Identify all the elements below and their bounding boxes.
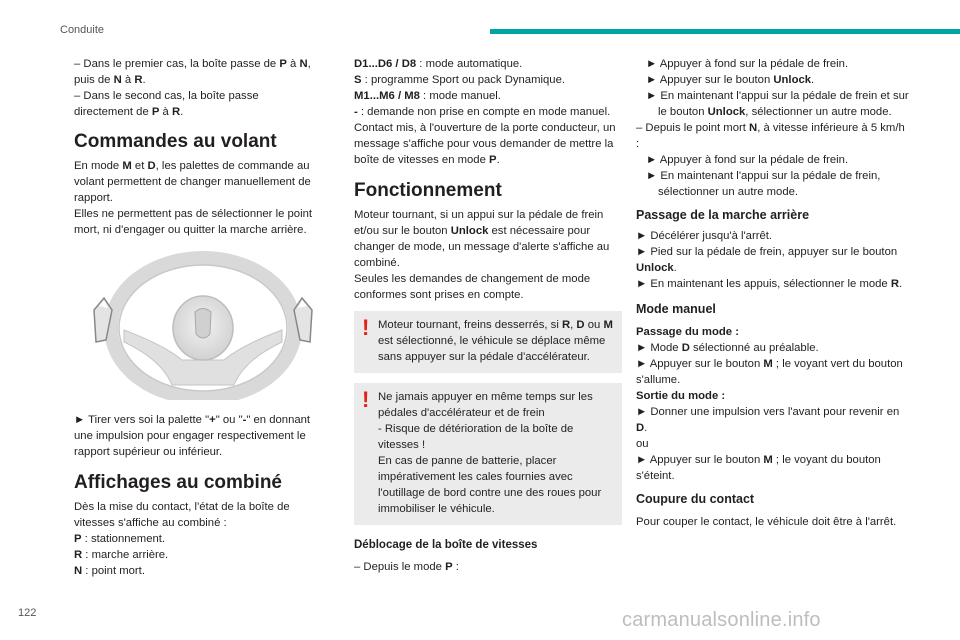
page-number: 122: [18, 607, 37, 619]
section-heading-coupure: Coupure du contact: [636, 492, 755, 506]
marche-step-2: ► Pied sur la pédale de frein, appuyer sur le bouton Unlock.: [636, 246, 898, 274]
warning-icon: !: [362, 387, 370, 412]
mode-m-line: M1...M6 / M8 : mode manuel.: [354, 90, 501, 102]
watermark: carmanualsonline.info: [622, 609, 821, 631]
marche-step-3: ► En maintenant les appuis, sélectionner le mode R.: [636, 278, 903, 290]
header-accent-bar: [490, 29, 960, 34]
mode-dash-line: - : demande non prise en compte en mode manuel.: [354, 106, 611, 118]
passage-step-1: ► Mode D sélectionné au préalable.: [636, 342, 819, 354]
point-mort-line: – Depuis le point mort N, à vitesse inférieure à 5 km/h :: [636, 122, 905, 150]
affichages-paragraph: Dès la mise du contact, l'état de la boîte de vitesses s'affiche au combiné :: [74, 501, 290, 529]
mode-n-line: N : point mort.: [74, 565, 145, 577]
step-unlock: ► Appuyer sur le bouton Unlock.: [646, 74, 815, 86]
deblocage-mode-p: – Depuis le mode P :: [354, 561, 459, 573]
step-brake: ► Appuyer à fond sur la pédale de frein.: [646, 58, 849, 70]
warning-box-1: [354, 311, 622, 373]
section-heading-commandes: Commandes au volant: [74, 131, 277, 152]
running-header: Conduite: [60, 24, 105, 36]
step-brake-2: ► Appuyer à fond sur la pédale de frein.: [646, 154, 849, 166]
warning-box-2: [354, 383, 622, 525]
section-heading-affichages: Affichages au combiné: [74, 472, 282, 493]
section-heading-marche-arriere: Passage de la marche arrière: [636, 208, 810, 222]
fonctionnement-paragraph: Moteur tournant, si un appui sur la pédale de frein et/ou sur le bouton Unlock est nécessaire pour changer de mode, un message d'alerte s'affiche au combiné.: [354, 209, 610, 269]
commandes-paragraph-2: Elles ne permettent pas de sélectionner le point mort, ni d'engager ou quitter la marche arrière.: [74, 208, 313, 236]
step-select-2: ► En maintenant l'appui sur la pédale de frein, sélectionner un autre mode.: [646, 170, 881, 198]
warning-text-2c: En cas de panne de batterie, placer impérativement les cales fournies avec l'outillage de bord contre une des roues pour immobiliser le véhicule.: [378, 455, 602, 515]
section-heading-deblocage: Déblocage de la boîte de vitesses: [354, 539, 538, 551]
section-heading-fonctionnement: Fonctionnement: [354, 180, 502, 201]
warning-icon: !: [362, 315, 370, 340]
sortie-step-1: ► Donner une impulsion vers l'avant pour revenir en D.: [636, 406, 900, 434]
warning-text-1: Moteur tournant, freins desserrés, si R, D ou M est sélectionné, le véhicule se déplace même sans appuyer sur la pédale d'accélérateur.: [378, 319, 613, 363]
passage-step-2: ► Appuyer sur le bouton M ; le voyant vert du bouton s'allume.: [636, 358, 903, 386]
coupure-paragraph: Pour couper le contact, le véhicule doit être à l'arrêt.: [636, 516, 897, 528]
commandes-paragraph: En mode M et D, les palettes de commande au volant permettent de changer manuellement de rapport.: [74, 160, 311, 204]
ou-line: ou: [636, 438, 649, 450]
warning-text-2b: - Risque de détérioration de la boîte de vitesses !: [378, 423, 574, 451]
fonctionnement-paragraph-2: Seules les demandes de changement de mode conformes sont prises en compte.: [354, 273, 591, 301]
column-3: [636, 56, 910, 530]
mode-d-line: D1...D6 / D8 : mode automatique.: [354, 58, 523, 70]
marche-step-1: ► Décélérer jusqu'à l'arrêt.: [636, 230, 773, 242]
mode-s-line: S : programme Sport ou pack Dynamique.: [354, 74, 565, 86]
warning-text-2a: Ne jamais appuyer en même temps sur les pédales d'accélérateur et de frein: [378, 391, 593, 419]
contact-paragraph: Contact mis, à l'ouverture de la porte conducteur, un message s'affiche pour vous demander de mettre la boîte de vitesses en mode P.: [354, 122, 616, 166]
passage-subheading: Passage du mode :: [636, 326, 739, 338]
section-heading-mode-manuel: Mode manuel: [636, 302, 716, 316]
step-select: ► En maintenant l'appui sur la pédale de frein et sur le bouton Unlock, sélectionner un autre mode.: [646, 90, 909, 118]
column-2: [354, 56, 622, 575]
intro-paragraph: – Dans le premier cas, la boîte passe de P à N, puis de N à R. – Dans le second cas, la boîte passe directement de P à R.: [74, 58, 311, 118]
steering-wheel-illustration: [74, 250, 332, 400]
sortie-subheading: Sortie du mode :: [636, 390, 726, 402]
mode-r-line: R : marche arrière.: [74, 549, 169, 561]
sortie-step-2: ► Appuyer sur le bouton M ; le voyant du bouton s'éteint.: [636, 454, 881, 482]
mode-p-line: P : stationnement.: [74, 533, 166, 545]
column-1: [74, 56, 332, 579]
steering-wheel-icon: [74, 250, 332, 400]
paddle-instruction: ► Tirer vers soi la palette "+" ou "-" en donnant une impulsion pour engager respectivement le rapport supérieur ou inférieur.: [74, 414, 311, 458]
